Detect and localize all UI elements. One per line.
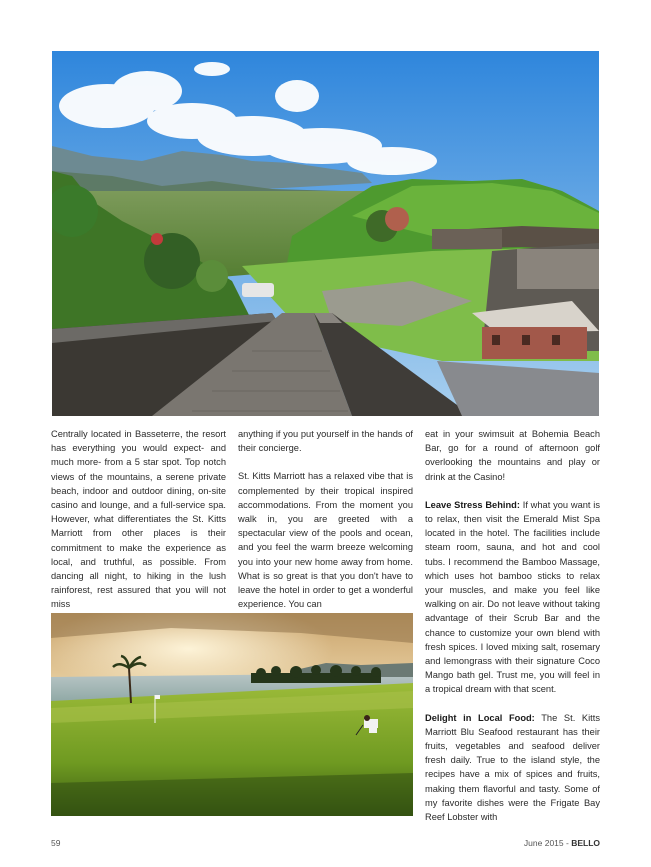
paragraph-swimsuit: eat in your swimsuit at Bohemia Beach Bar, go for a round of afternoon golf overlooking the mountains and play or drink at the Casino!: [425, 429, 600, 482]
paragraph-spa: [425, 498, 600, 697]
article-column-3: [425, 427, 600, 824]
article-column-2: [238, 427, 413, 611]
photo-fortress-landscape: [52, 51, 599, 416]
food-body: The St. Kitts Marriott Blu Seafood restaurant has their fruits, vegetables and seafood deliver fresh daily. True to the island style, the recipes have a mix of spices and fruits, making them flavorful and tasty. Some of my favorite dishes were the Frigate Bay Reef Lobster with: [425, 712, 600, 823]
paragraph-food: [425, 711, 600, 825]
spa-body: If what you want is to relax, then visit the Emerald Mist Spa located in the hotel. The facilities include steam room, sauna, and hot and cool tubs. I recommend the Bamboo Massage, which uses hot bamboo sticks to relax your muscles, and make you feel like walking on air. Do not leave without taking advantage of their Scrub Bar and the chance to customize your own blend with fresh spices. I loved mixing salt, rosemary and lemongrass with their signature Coco Mango bath gel. Trust me, you will feel in a tropical dream with that scent.: [425, 499, 600, 695]
paragraph-relaxed-vibe: St. Kitts Marriott has a relaxed vibe that is complemented by their tropical inspired accommodations. From the moment you walk in, you are greeted with a spectacular view of the pools and ocean, and you feel the warm breeze welcoming you into your new home away from home. What is so great is that you don't have to leave the hotel in order to get a wonderful experience. You can: [238, 471, 413, 610]
subhead-local-food: Delight in Local Food:: [425, 712, 535, 723]
paragraph-intro: Centrally located in Basseterre, the resort has everything you would expect- and much more- from a 5 star spot. Top notch views of the mountains, a serene private beach, indoor and outdoor dining, on-site casino and lounge, and a full-service spa. However, what differentiates the St. Kitts Marriott from other places is their commitment to make the experience as local, and truthful, as possible. From dancing all night, to hiking in the lush rainforest, rest assured that you will not miss: [51, 429, 226, 610]
article-column-1: [51, 427, 226, 612]
footer-issue: [524, 838, 600, 848]
photo-golf-course-sunset: [51, 613, 413, 816]
issue-date: June 2015 -: [523, 838, 572, 848]
magazine-name: BELLO: [571, 838, 600, 848]
subhead-leave-stress: Leave Stress Behind:: [425, 499, 520, 510]
page-number: 59: [51, 838, 61, 848]
paragraph-concierge: anything if you put yourself in the hands of their concierge.: [238, 429, 413, 454]
